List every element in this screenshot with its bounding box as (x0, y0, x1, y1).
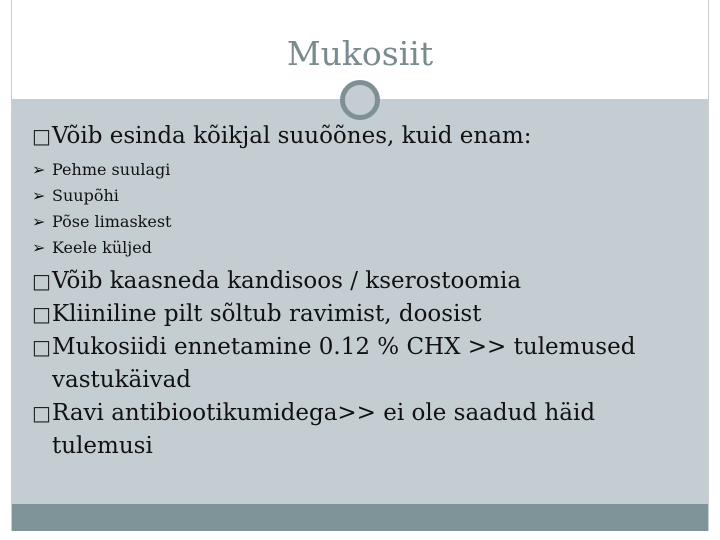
sub-bullet-item (32, 157, 692, 183)
bullet-marker-icon: □ (32, 401, 51, 425)
bullet-text: Võib esinda kõikjal suuõõnes, kuid enam: (52, 123, 532, 149)
bullet-text: Võib kaasneda kandisoos / kserostoomia (52, 268, 522, 294)
bullet-item (32, 397, 692, 463)
sub-bullet-item (32, 235, 692, 261)
bullet-text: Mukosiidi ennetamine 0.12 % CHX >> tulemused vastukäivad (52, 334, 636, 393)
bullet-text: Kliiniline pilt sõltub ravimist, doosist (52, 301, 482, 327)
sub-bullet-item (32, 183, 692, 209)
arrow-bullet-icon: ➢ (32, 238, 46, 257)
arrow-bullet-icon: ➢ (32, 160, 46, 179)
sub-bullet-text: Pehme suulagi (52, 160, 171, 179)
bullet-item (32, 298, 692, 331)
bullet-marker-icon: □ (32, 124, 51, 148)
bullet-item (32, 265, 692, 298)
circle-ornament-icon (340, 80, 380, 120)
bullet-marker-icon: □ (32, 335, 51, 359)
sub-bullet-item (32, 209, 692, 235)
sub-bullet-text: Põse limaskest (52, 212, 172, 231)
bullet-marker-icon: □ (32, 269, 51, 293)
sub-bullet-text: Suupõhi (52, 186, 119, 205)
sub-bullet-list (32, 157, 692, 261)
sub-bullet-text: Keele küljed (52, 238, 152, 257)
footer-bar (12, 504, 708, 531)
bullet-marker-icon: □ (32, 302, 51, 326)
arrow-bullet-icon: ➢ (32, 212, 46, 231)
arrow-bullet-icon: ➢ (32, 186, 46, 205)
bullet-item (32, 331, 692, 397)
slide-content (32, 120, 692, 463)
slide-title: Mukosiit (286, 34, 434, 73)
bullet-item (32, 120, 692, 153)
bullet-text: Ravi antibiootikumidega>> ei ole saadud häid tulemusi (52, 400, 596, 459)
